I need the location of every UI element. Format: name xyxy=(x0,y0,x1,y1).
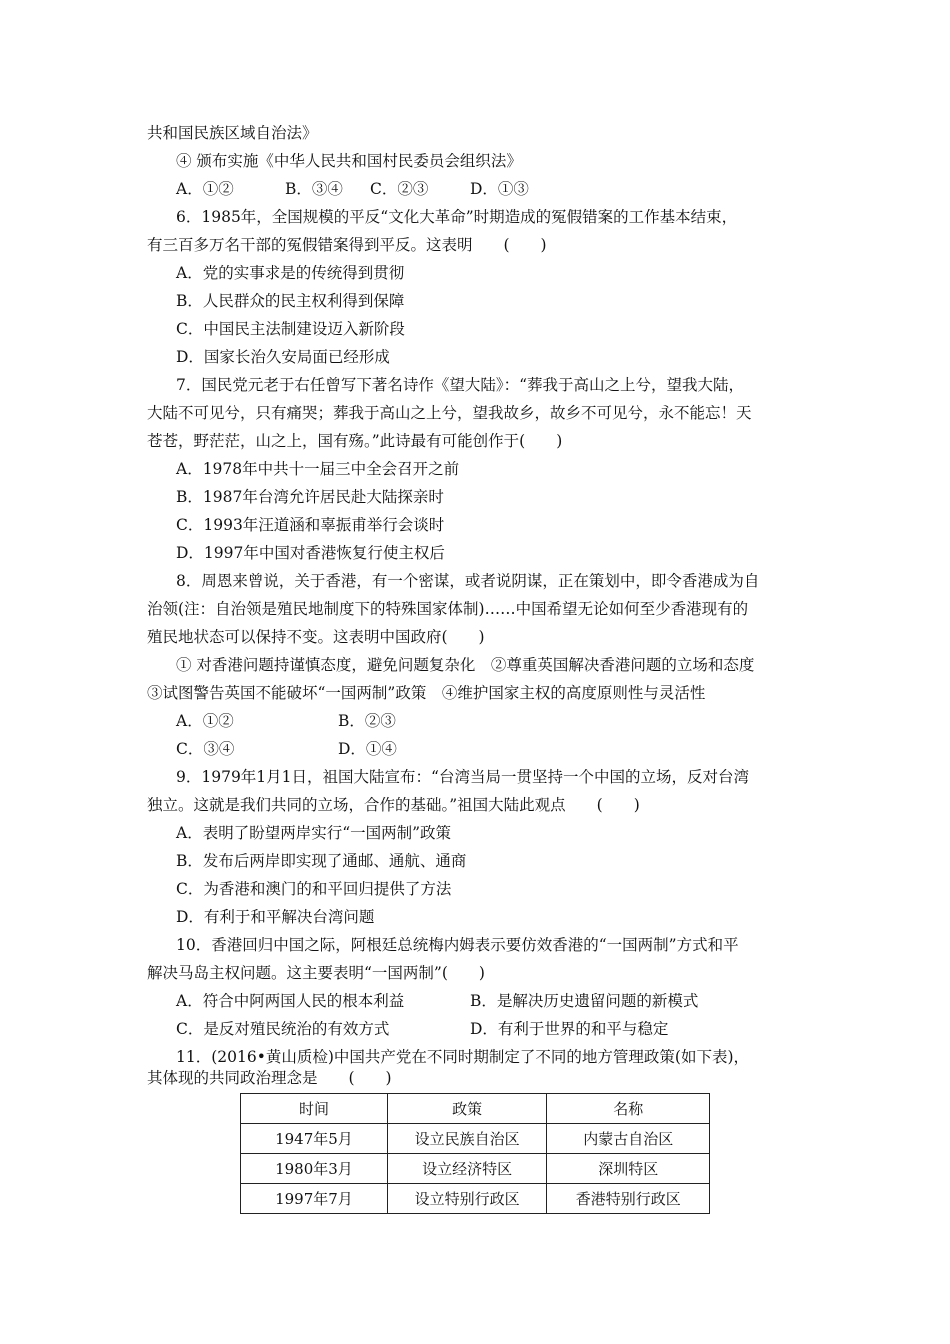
table-cell: 1947年5月 xyxy=(241,1124,388,1154)
q10-option-b: B．是解决历史遗留问题的新模式 xyxy=(470,992,699,1010)
q8-option-c: C．③④ xyxy=(176,740,235,758)
q8-items-line-2: ③试图警告英国不能破坏“一国两制”政策 ④维护国家主权的高度原则性与灵活性 xyxy=(147,684,706,702)
q7-option-d: D．1997年中国对香港恢复行使主权后 xyxy=(176,544,445,562)
q6-stem-line-2: 有三百多万名干部的冤假错案得到平反。这表明 ( ) xyxy=(147,236,547,254)
table-cell: 设立经济特区 xyxy=(387,1154,547,1184)
q10-stem-line-1: 10．香港回归中国之际，阿根廷总统梅内姆表示要仿效香港的“一国两制”方式和平 xyxy=(176,936,739,954)
q7-stem-line-1: 7．国民党元老于右任曾写下著名诗作《望大陆》：“葬我于高山之上兮，望我大陆， xyxy=(176,376,745,394)
q6-stem-line-1: 6．1985年，全国规模的平反“文化大革命”时期造成的冤假错案的工作基本结束， xyxy=(176,208,738,226)
table-cell: 香港特别行政区 xyxy=(547,1184,710,1214)
q8-stem-line-2: 治领(注：自治领是殖民地制度下的特殊国家体制)……中国希望无论如何至少香港现有的 xyxy=(147,600,749,618)
table-row xyxy=(241,1154,710,1184)
table-header-cell: 政策 xyxy=(387,1094,547,1124)
q9-option-d: D．有利于和平解决台湾问题 xyxy=(176,908,375,926)
q5-option-line-tail: 共和国民族区域自治法》 xyxy=(147,124,318,142)
table-cell: 设立特别行政区 xyxy=(387,1184,547,1214)
q9-option-c: C．为香港和澳门的和平回归提供了方法 xyxy=(176,880,452,898)
q6-option-c: C．中国民主法制建设迈入新阶段 xyxy=(176,320,405,338)
table-cell: 深圳特区 xyxy=(547,1154,710,1184)
q5-item-4: ④ 颁布实施《中华人民共和国村民委员会组织法》 xyxy=(176,152,522,170)
q9-stem-line-2: 独立。这就是我们共同的立场，合作的基础。”祖国大陆此观点 ( ) xyxy=(147,796,640,814)
q8-stem-line-1: 8．周恩来曾说，关于香港，有一个密谋，或者说阴谋，正在策划中，即令香港成为自 xyxy=(176,572,760,590)
policy-table xyxy=(240,1093,710,1214)
q5-option-d: D．①③ xyxy=(470,180,529,198)
q8-option-a: A．①② xyxy=(176,712,234,730)
table-header-cell: 时间 xyxy=(241,1094,388,1124)
q5-option-c: C．②③ xyxy=(370,180,429,198)
q6-option-b: B．人民群众的民主权利得到保障 xyxy=(176,292,405,310)
q10-option-d: D．有利于世界的和平与稳定 xyxy=(470,1020,669,1038)
q8-option-d: D．①④ xyxy=(338,740,397,758)
q9-stem-line-1: 9．1979年1月1日，祖国大陆宣布：“台湾当局一贯坚持一个中国的立场，反对台湾 xyxy=(176,768,749,786)
q10-option-a: A．符合中阿两国人民的根本利益 xyxy=(176,992,405,1010)
q7-option-a: A．1978年中共十一届三中全会召开之前 xyxy=(176,460,460,478)
q5-option-b: B．③④ xyxy=(285,180,343,198)
q7-stem-line-2: 大陆不可见兮，只有痛哭；葬我于高山之上兮，望我故乡，故乡不可见兮，永不能忘！天 xyxy=(147,404,752,422)
table-row xyxy=(241,1184,710,1214)
q11-stem-line-1: 11．(2016•黄山质检)中国共产党在不同时期制定了不同的地方管理政策(如下表)， xyxy=(176,1048,750,1066)
q11-stem-line-2: 其体现的共同政治理念是 ( ) xyxy=(147,1069,392,1087)
q5-option-a: A．①② xyxy=(176,180,234,198)
q9-option-a: A．表明了盼望两岸实行“一国两制”政策 xyxy=(176,824,452,842)
table-header-row xyxy=(241,1094,710,1124)
table-cell: 1980年3月 xyxy=(241,1154,388,1184)
table-header-cell: 名称 xyxy=(547,1094,710,1124)
q10-option-c: C．是反对殖民统治的有效方式 xyxy=(176,1020,390,1038)
q10-stem-line-2: 解决马岛主权问题。这主要表明“一国两制”( ) xyxy=(147,964,485,982)
q6-option-d: D．国家长治久安局面已经形成 xyxy=(176,348,390,366)
q8-option-b: B．②③ xyxy=(338,712,396,730)
q7-option-c: C．1993年汪道涵和辜振甫举行会谈时 xyxy=(176,516,445,534)
table-cell: 设立民族自治区 xyxy=(387,1124,547,1154)
table-cell: 内蒙古自治区 xyxy=(547,1124,710,1154)
q6-option-a: A．党的实事求是的传统得到贯彻 xyxy=(176,264,405,282)
table-row xyxy=(241,1124,710,1154)
q8-stem-line-3: 殖民地状态可以保持不变。这表明中国政府( ) xyxy=(147,628,485,646)
table-cell: 1997年7月 xyxy=(241,1184,388,1214)
q7-stem-line-3: 苍苍，野茫茫，山之上，国有殇。”此诗最有可能创作于( ) xyxy=(147,432,563,450)
q8-items-line-1: ① 对香港问题持谨慎态度，避免问题复杂化 ②尊重英国解决香港问题的立场和态度 xyxy=(176,656,755,674)
q7-option-b: B．1987年台湾允许居民赴大陆探亲时 xyxy=(176,488,444,506)
q9-option-b: B．发布后两岸即实现了通邮、通航、通商 xyxy=(176,852,467,870)
